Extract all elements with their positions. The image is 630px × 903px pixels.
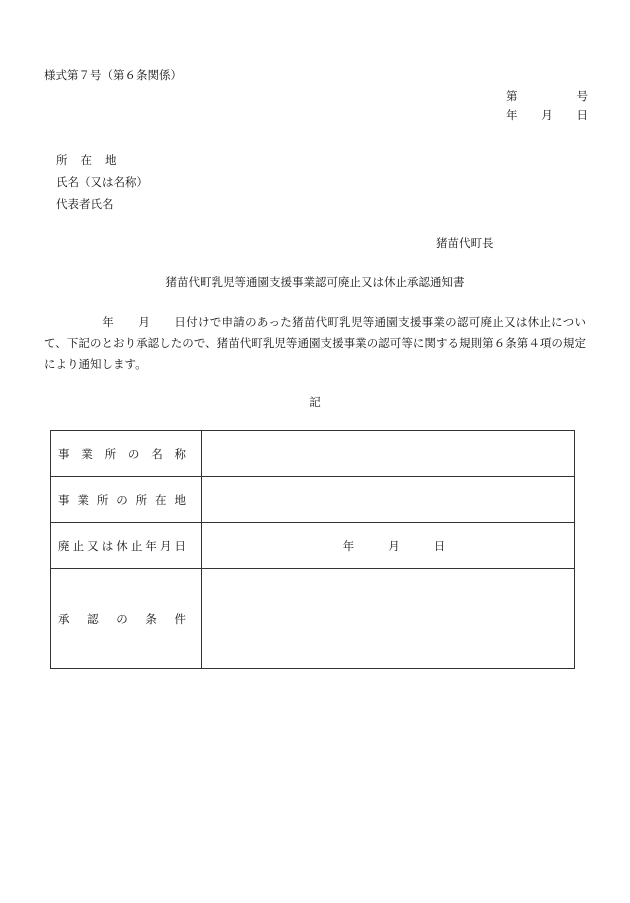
body-month: 月 [138,315,151,329]
row-label: 廃 止 又 は 休 止 年 月 日 [58,538,186,553]
issue-date-line [506,107,588,123]
body-year: 年 [102,315,115,329]
row-label: 承 認 の 条 件 [58,611,186,626]
row-label-cell [51,477,202,523]
row-label-cell [51,431,202,477]
form-number: 様式第７号（第６条関係） [44,68,182,82]
document-number-line [506,88,588,104]
table-row [51,477,575,523]
issue-date-day: 日 [576,108,588,122]
recipient-representative-label: 代表者氏名 [56,197,114,211]
row-label-cell [51,523,202,569]
issue-date-year: 年 [506,108,518,122]
conditions-value [202,569,575,669]
recipient-name-label: 氏名（又は名称） [56,175,148,189]
doc-number-suffix: 号 [576,89,588,103]
document-title: 猪苗代町乳児等通園支援事業認可廃止又は休止承認通知書 [165,275,465,289]
business-name-value [202,431,575,477]
recipient-address-label: 所在地 [56,153,130,167]
date-year: 年 [342,538,355,553]
table-row [51,431,575,477]
row-label-cell [51,569,202,669]
issuer-name: 猪苗代町長 [436,236,494,250]
table-row [51,569,575,669]
date-day: 日 [433,538,446,553]
row-label: 事 業 所 の 所 在 地 [58,492,186,507]
date-month: 月 [388,538,400,553]
body-paragraph [44,312,586,375]
table-row [51,523,575,569]
row-label: 事 業 所 の 名 称 [58,446,186,461]
body-text: 日付けで申請のあった猪苗代町乳児等通園支援事業の認可廃止又は休止について、下記のとおり承認したので、猪苗代町乳児等通園支援事業の認可等に関する規則第６条第４項の規定により通知します。 [44,315,587,371]
doc-number-prefix: 第 [506,89,518,103]
ki-heading: 記 [309,395,321,409]
date-value-cell [202,523,575,569]
details-table [50,430,575,669]
issue-date-month: 月 [541,108,553,122]
business-address-value [202,477,575,523]
